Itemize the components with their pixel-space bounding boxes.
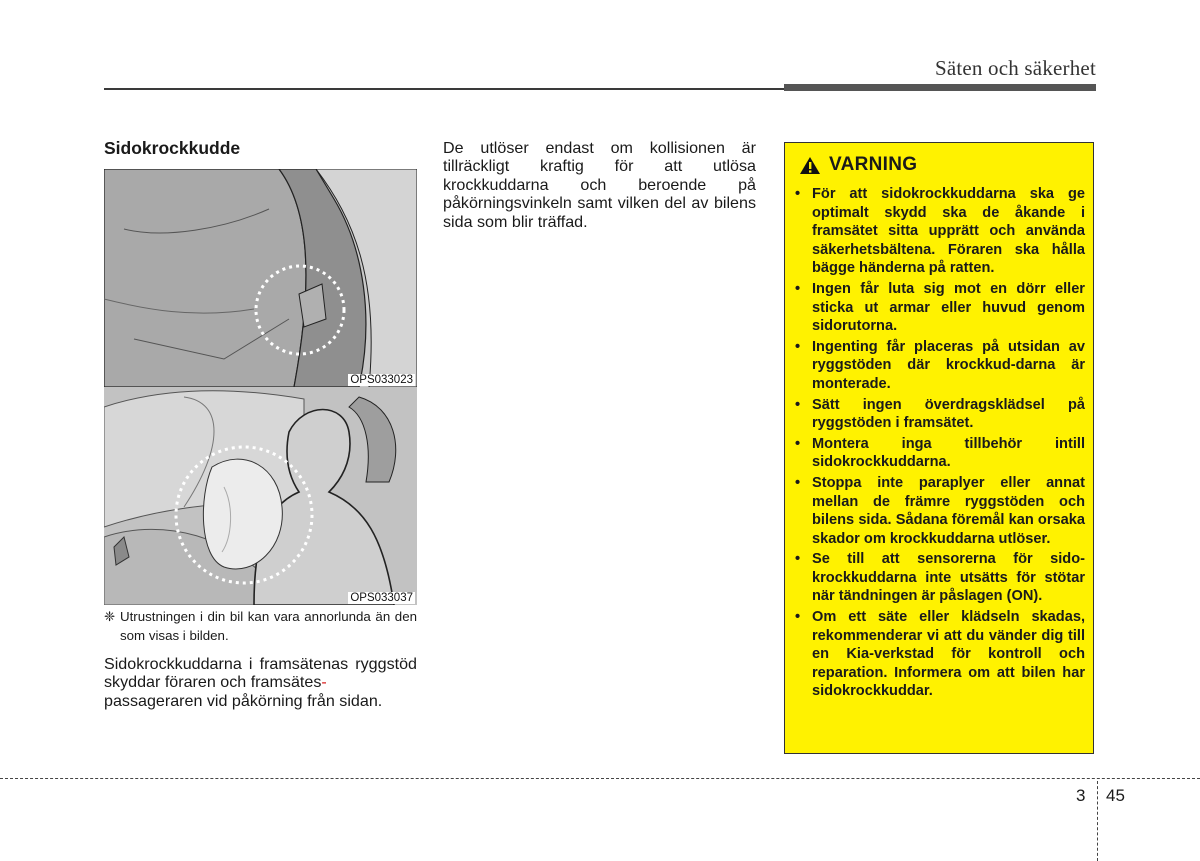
warning-item: • Ingen får luta sig mot en dörr eller sticka ut armar eller huvud genom sidorutorna.	[793, 280, 1085, 336]
figure-seat-airbag-location	[104, 169, 417, 387]
hyphen-mark: -	[321, 673, 327, 692]
warning-item: • Montera inga tillbehör intill sidokrockkuddarna.	[793, 435, 1085, 472]
paragraph-text: Sidokrockkuddarna i framsätenas ryggstöd skyddar föraren och framsätes	[104, 655, 417, 692]
running-header-title: Säten och säkerhet	[934, 56, 1096, 80]
warning-title: VARNING	[829, 154, 918, 175]
warning-item: • För att sidokrockkuddarna ska ge optimalt skydd ska de åkande i framsätet sitta upprätt och använda säkerhetsbältena. Föraren ska hålla bägge händerna på ratten.	[793, 185, 1085, 278]
seat-illustration	[104, 169, 417, 387]
figure-code: OPS033037	[350, 592, 413, 604]
figure-airbag-deployed	[104, 387, 417, 605]
deployed-airbag-illustration	[104, 387, 417, 605]
section-number: 3	[1076, 786, 1086, 805]
figure-code: OPS033023	[350, 374, 413, 386]
side-airbag-description	[104, 655, 417, 710]
warning-item: • Ingenting får placeras på utsidan av ryggstöden där krockkud-darna är monterade.	[793, 338, 1085, 394]
deployment-description: De utlöser endast om kollisionen är tillräckligt kraftig för att utlösa krockkuddarna och beroende på påkörningsvinkeln samt vilken del av bilens sida som blir träffad.	[443, 139, 756, 231]
header-rule	[104, 88, 784, 90]
warning-item: • Stoppa inte paraplyer eller annat mellan de främre ryggstöden och bilens sida. Sådana föremål kan orsaka skador om krockkuddarna utlöser.	[793, 474, 1085, 548]
warning-item: • Sätt ingen överdragsklädsel på ryggstöden i framsätet.	[793, 396, 1085, 433]
warning-box	[784, 142, 1094, 754]
note-text: Utrustningen i din bil kan vara annorlunda än den som visas i bilden.	[120, 609, 417, 643]
warning-list	[793, 185, 1085, 703]
warning-header	[799, 154, 917, 176]
equipment-note	[104, 608, 417, 645]
footer-divider	[1097, 781, 1098, 861]
warning-triangle-icon	[799, 156, 821, 175]
warning-item: • Om ett säte eller klädseln skadas, rekommenderar vi att du vänder dig till en Kia-verkstad för kontroll och reparation. Informera om att bilen har sidokrockkuddar.	[793, 608, 1085, 701]
warning-item: • Se till att sensorerna för sido-krockkuddarna inte utsätts för stötar när tändningen är påslagen (ON).	[793, 550, 1085, 606]
section-title: Sidokrockkudde	[104, 138, 241, 158]
footer-rule	[0, 778, 1200, 779]
header-rule-accent	[784, 84, 1096, 91]
page-number: 45	[1106, 786, 1125, 805]
note-symbol-icon: ❈	[104, 609, 116, 624]
paragraph-text-cont: passageraren vid påkörning från sidan.	[104, 691, 383, 710]
